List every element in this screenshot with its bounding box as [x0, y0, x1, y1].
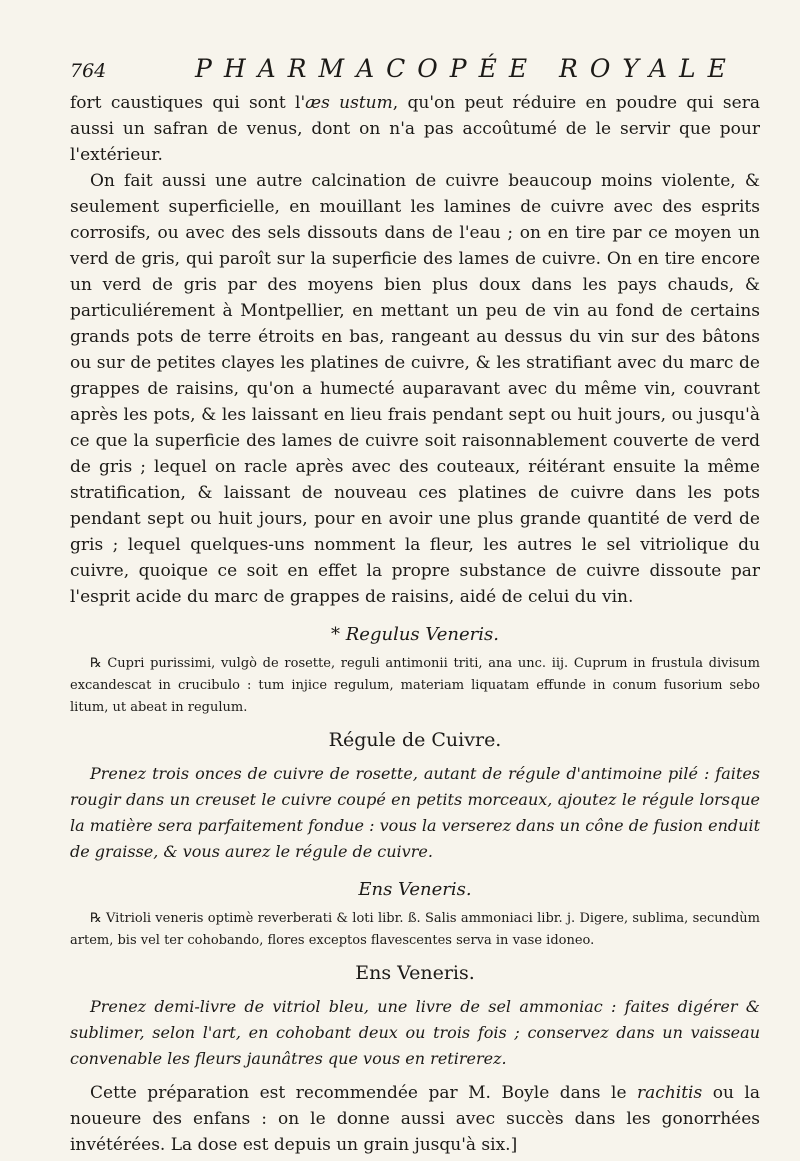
french-recipe-regule: Prenez trois onces de cuivre de rosette, autant de régule d'antimoine pilé : faites rougir dans un creuset le cuivre coupé en petits morceaux, ajoutez le régule lorsque la matière sera parfaitement fondue : vous la verserez dans un cône de fusion enduit de graisse, & vous aurez le régule de cuivre. — [70, 764, 760, 861]
paragraph-calcination: On fait aussi une autre calcination de cuivre beaucoup moins violente, & seulement superficielle, en mouillant les lamines de cuivre avec des esprits corrosifs, ou avec des sels dissouts dans de l'eau ; on en tire par ce moyen un verd de gris, qui paroît sur la superficie des lames de cuivre. On en tire encore un verd de gris par des moyens bien plus doux dans les pays chauds, & particuliérement à Montpellier, en mettant un peu de vin au fond de certains grands pots de terre étroits en bas, rangeant au dessus du vin sur des bâtons ou sur de petites clayes les platines de cuivre, & les stratifiant avec du marc de grappes de raisins, qu'on a humecté auparavant avec du même vin, couvrant après les pots, & les laissant en lieu frais pendant sept ou huit jours, ou jusqu'à ce que la superficie des lames de cuivre soit raisonnablement couverte de verd de gris ; lequel on racle après avec des couteaux, réitérant ensuite la même stratification, & laissant de nouveau ces platines de cuivre dans les pots pendant sept ou huit jours, pour en avoir une plus grande quantité de verd de gris ; lequel quelques-uns nomment la fleur, les autres le sel vitriolique du cuivre, quoique ce soit en effet la propre substance de cuivre dissoute par l'esprit acide du marc de grappes de raisins, aidé de celui du vin. — [70, 171, 760, 607]
text-run: fort caustiques qui sont l' — [70, 93, 306, 113]
paragraph-caustiques — [70, 90, 760, 168]
heading-ens-veneris: Ens Veneris. — [355, 962, 475, 984]
latin-recipe-regulus: ℞ Cupri purissimi, vulgò de rosette, reguli antimonii triti, ana unc. iij. Cuprum in frustula divisum excandescat in crucibulo : tum injice regulum, materiam liquatam effunde in conum fusorium sebo litum, ut abeat in regulum. — [70, 656, 760, 715]
running-head — [70, 54, 760, 88]
text-run: , qu'on peut réduire en poudre qui sera aussi un safran de venus, dont on n'a pas accoûtumé de le servir que pour l'extérieur. — [70, 93, 760, 165]
running-title: PHARMACOPÉE ROYALE — [195, 54, 738, 83]
paragraph-boyle-note — [70, 1080, 760, 1158]
heading-regulus-veneris: * Regulus Veneris. — [331, 624, 499, 645]
text-run: Cette préparation est recommendée par M. Boyle dans le — [90, 1083, 638, 1103]
heading-regule-de-cuivre: Régule de Cuivre. — [328, 729, 502, 751]
latin-recipe-ens: ℞ Vitrioli veneris optimè reverberati & loti libr. ß. Salis ammoniaci libr. j. Digere, sublima, secundùm artem, bis vel ter cohobando, flores exceptos flavescentes serva in vase idoneo. — [70, 911, 760, 948]
heading-ens-veneris-latin: Ens Veneris. — [358, 879, 472, 900]
latin-term: rachitis — [637, 1083, 703, 1103]
page-number: 764 — [70, 60, 107, 82]
text-run: ou la noueure des enfans : on le donne aussi avec succès dans les gonorrhées invétérées. La dose est depuis un grain jusqu'à six.] — [70, 1083, 760, 1155]
latin-term: æs ustum — [305, 93, 393, 113]
french-recipe-ens: Prenez demi-livre de vitriol bleu, une livre de sel ammoniac : faites digérer & sublimer, selon l'art, en cohobant deux ou trois fois ; conservez dans un vaisseau convenable les fleurs jaunâtres que vous en retirerez. — [70, 997, 760, 1068]
page-body — [70, 90, 760, 1158]
